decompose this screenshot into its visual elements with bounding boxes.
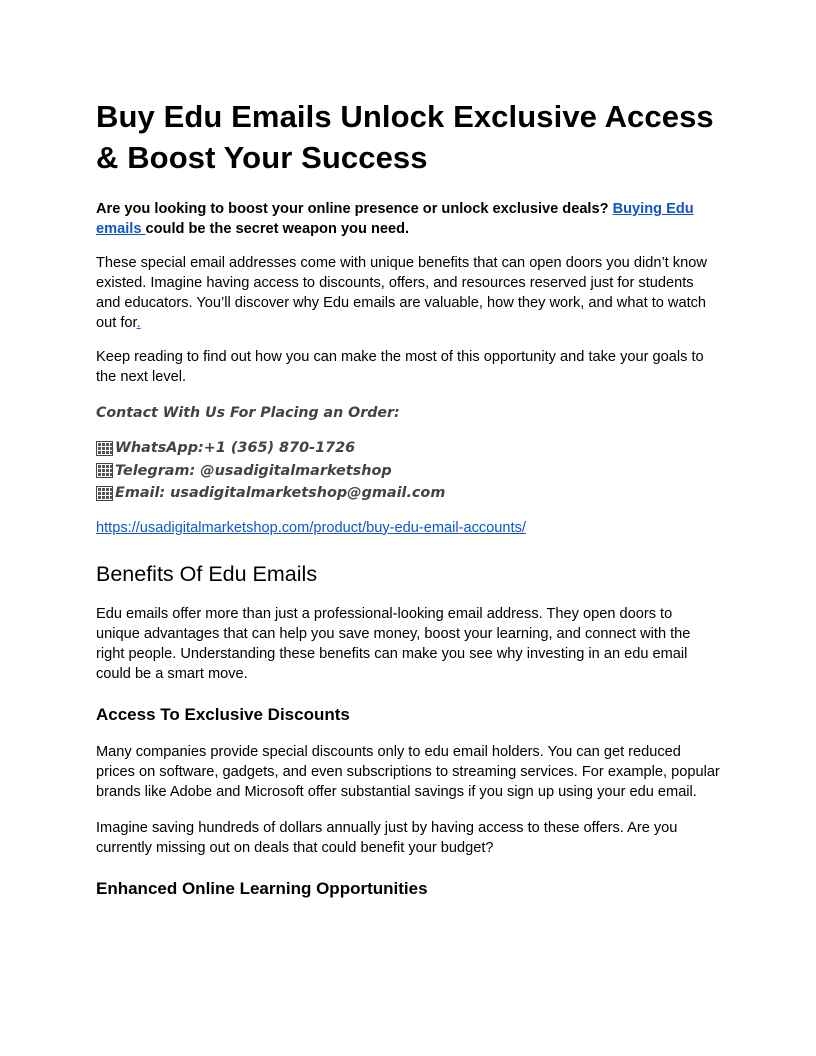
learning-heading: Enhanced Online Learning Opportunities: [96, 878, 428, 898]
grid-icon: [96, 486, 113, 501]
paragraph-1-link[interactable]: .: [136, 315, 141, 331]
whatsapp-text: WhatsApp:+1 (365) 870-1726: [115, 440, 356, 456]
discounts-heading: Access To Exclusive Discounts: [96, 704, 350, 724]
grid-icon: [96, 463, 113, 478]
paragraph-1-text: These special email addresses come with unique benefits that can open doors you didn’t know existed. Imagine having access to discounts, offers, and resources reserved just for students and educators. You’ll discover why Edu emails are valuable, how they work, and what to watch out for: [96, 255, 707, 331]
contact-heading: Contact With Us For Placing an Order:: [96, 405, 400, 421]
intro-text-before: Are you looking to boost your online presence or unlock exclusive deals?: [96, 201, 613, 217]
contact-whatsapp: [96, 437, 720, 460]
discounts-paragraph-2: Imagine saving hundreds of dollars annually just by having access to these offers. Are you currently missing out on deals that could benefit your budget?: [96, 819, 678, 856]
buying-edu-emails-link[interactable]: Buying Edu emails: [96, 201, 694, 237]
benefits-paragraph: Edu emails offer more than just a professional-looking email address. They open doors to unique advantages that can help you save money, boost your learning, and connect with the right people. Understanding these benefits can make you see why investing in an edu email could be a smart move.: [96, 605, 691, 682]
intro-paragraph: [96, 199, 720, 239]
contact-email: [96, 482, 720, 505]
telegram-text: Telegram: @usadigitalmarketshop: [115, 462, 392, 479]
page-title: Buy Edu Emails Unlock Exclusive Access & Boost Your Success: [96, 99, 714, 175]
email-text: Email: usadigitalmarketshop@gmail.com: [115, 485, 446, 501]
keep-reading-paragraph: Keep reading to find out how you can make the most of this opportunity and take your goals to the next level.: [96, 349, 704, 385]
benefits-intro-paragraph: [96, 253, 720, 333]
contact-telegram: [96, 460, 720, 483]
product-url-paragraph: [96, 518, 720, 538]
intro-text-after: could be the secret weapon you need.: [145, 221, 410, 237]
benefits-heading: Benefits Of Edu Emails: [96, 561, 318, 586]
contact-list: [96, 437, 720, 505]
grid-icon: [96, 441, 113, 456]
product-url-link[interactable]: https://usadigitalmarketshop.com/product/buy-edu-email-accounts/: [96, 519, 526, 536]
discounts-paragraph-1: Many companies provide special discounts only to edu email holders. You can get reduced prices on software, gadgets, and even subscriptions to streaming services. For example, popular brands like Adobe and Microsoft offer substantial savings if you sign up using your edu email.: [96, 743, 720, 800]
